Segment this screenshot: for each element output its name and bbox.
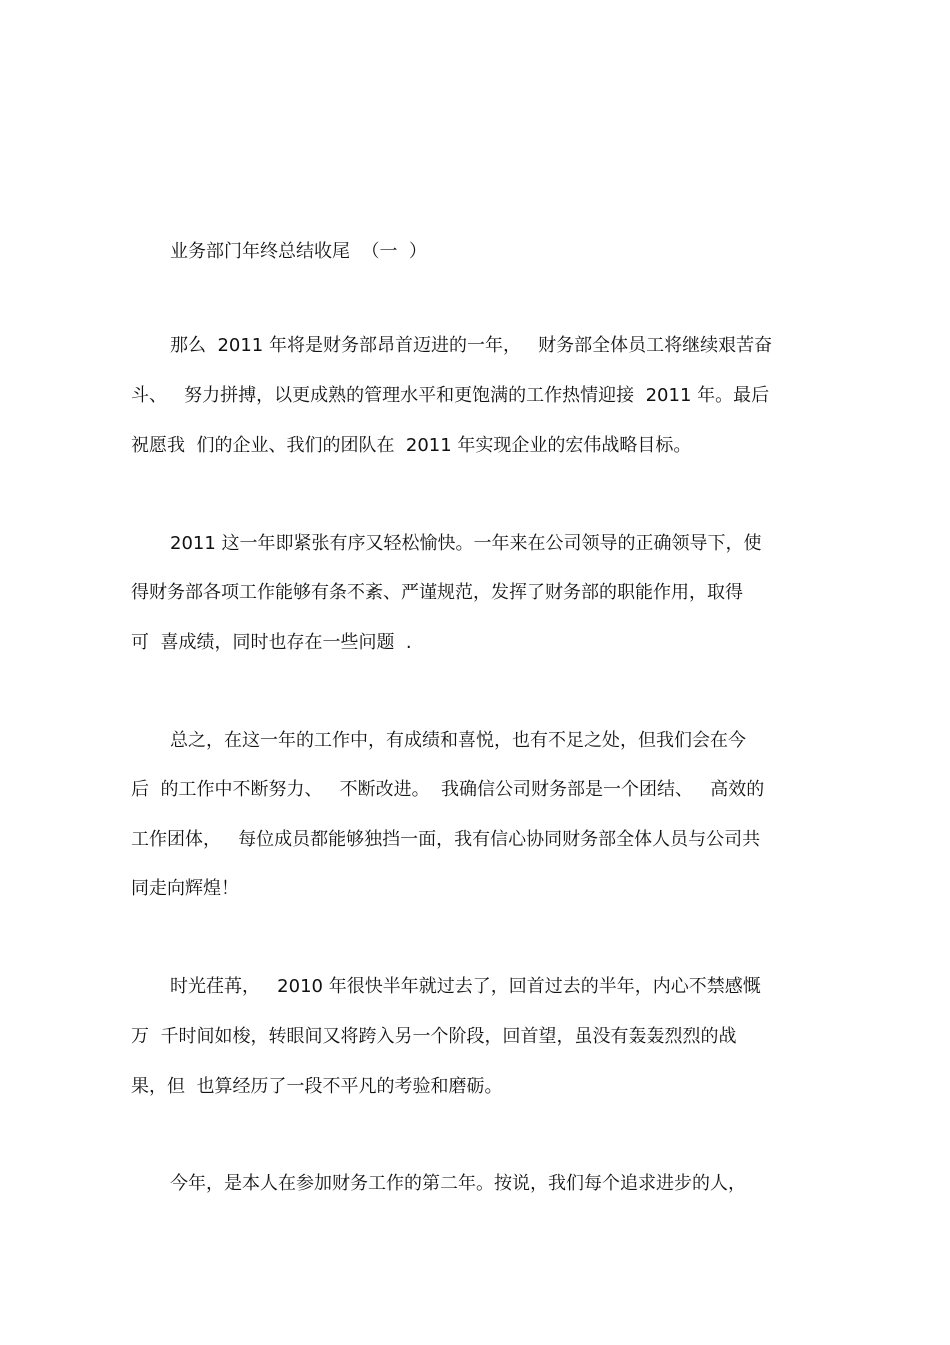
paragraph-line: 斗、 努力拼搏，以更成熟的管理水平和更饱满的工作热情迎接 2011 年。最后 (131, 385, 770, 406)
paragraph-line: 万 千时间如梭，转眼间又将跨入另一个阶段，回首望，虽没有轰轰烈烈的战 (131, 1026, 737, 1047)
paragraph-line: 后 的工作中不断努力、 不断改进。 我确信公司财务部是一个团结、 高效的 (131, 779, 765, 800)
paragraph-line: 祝愿我 们的企业、我们的团队在 2011 年实现企业的宏伟战略目标。 (131, 435, 692, 456)
paragraph-line: 时光荏苒， 2010 年很快半年就过去了，回首过去的半年，内心不禁感慨 (170, 976, 761, 997)
paragraph-line: 那么 2011 年将是财务部昂首迈进的一年， 财务部全体员工将继续艰苦奋 (170, 335, 773, 356)
paragraph-line: 今年，是本人在参加财务工作的第二年。按说，我们每个追求进步的人， (170, 1173, 746, 1194)
paragraph-line: 可 喜成绩，同时也存在一些问题 . (131, 632, 412, 653)
paragraph-line: 得财务部各项工作能够有条不紊、严谨规范，发挥了财务部的职能作用，取得 (131, 582, 743, 603)
document-title: 业务部门年终总结收尾 （一 ） (170, 241, 427, 262)
paragraph-line: 工作团体， 每位成员都能够独挡一面，我有信心协同财务部全体人员与公司共 (131, 829, 761, 850)
paragraph-line: 果，但 也算经历了一段不平凡的考验和磨砺。 (131, 1076, 503, 1097)
paragraph-line: 2011 这一年即紧张有序又轻松愉快。一年来在公司领导的正确领导下，使 (170, 533, 762, 554)
paragraph-line: 同走向辉煌！ (131, 878, 239, 899)
paragraph-line: 总之，在这一年的工作中，有成绩和喜悦，也有不足之处，但我们会在今 (170, 730, 746, 751)
